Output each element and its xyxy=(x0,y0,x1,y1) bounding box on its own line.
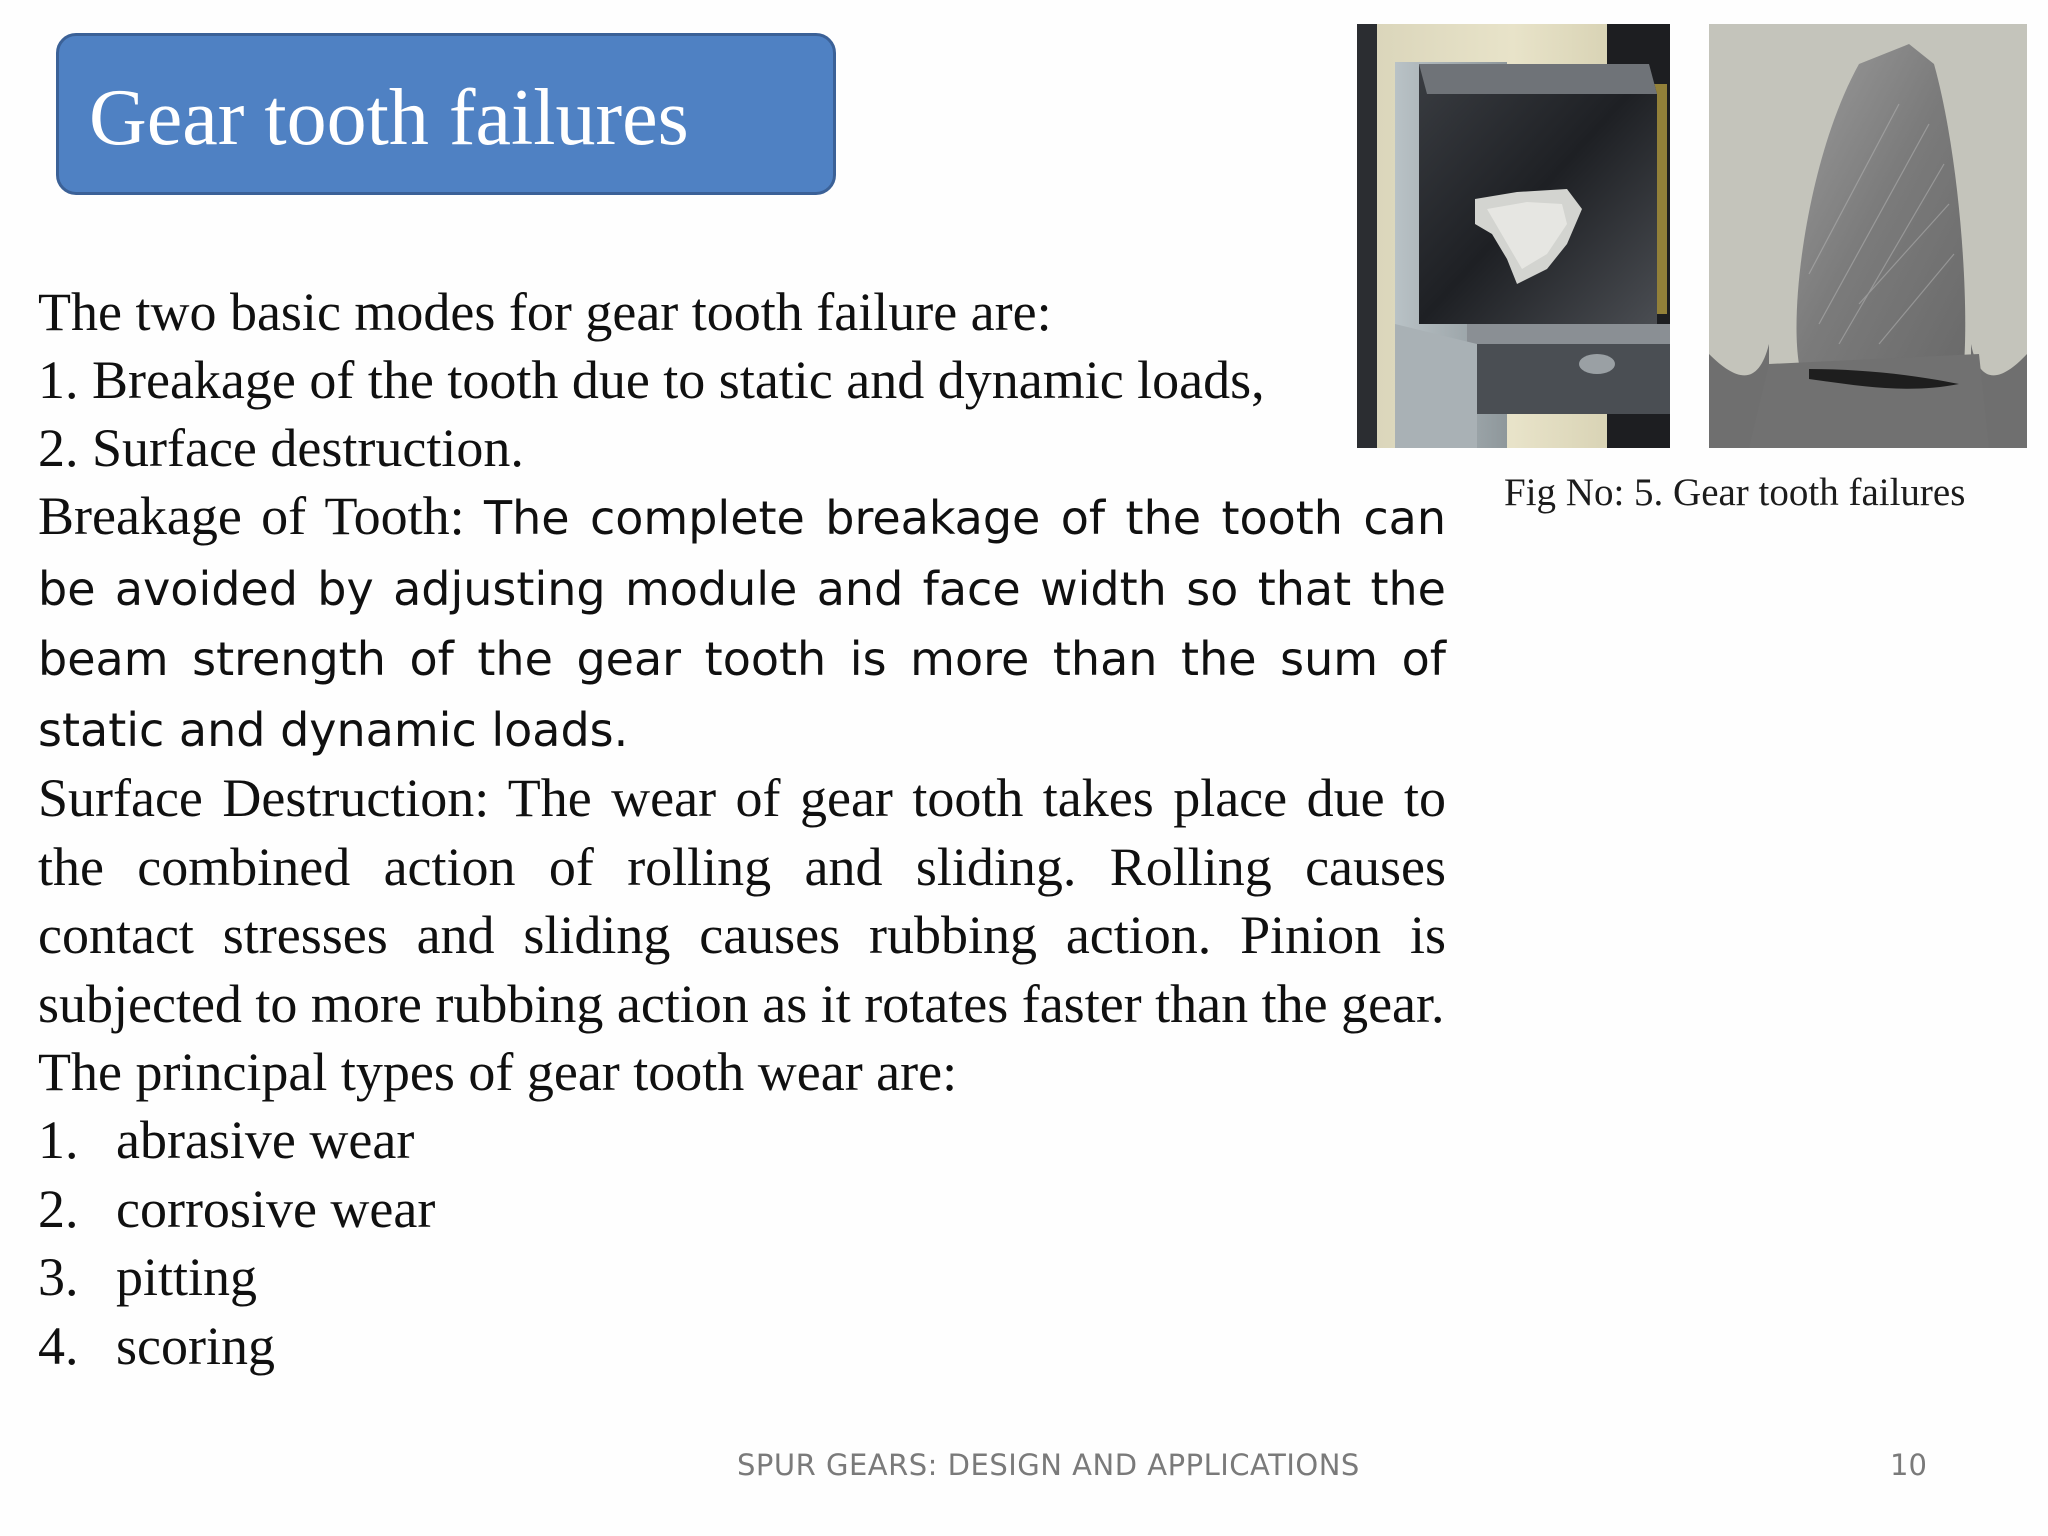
figure-caption: Fig No: 5. Gear tooth failures xyxy=(1504,471,1966,514)
mode-item: 1. Breakage of the tooth due to static and dynamic loads, xyxy=(38,350,1265,410)
breakage-heading: Breakage of Tooth: xyxy=(38,486,465,546)
slide-body xyxy=(38,278,1446,1380)
wear-list-item xyxy=(38,1243,1446,1312)
mode-item: 2. Surface destruction. xyxy=(38,418,524,478)
title-box xyxy=(56,33,836,195)
wear-intro: The principal types of gear tooth wear are: xyxy=(38,1042,958,1102)
list-number: 4. xyxy=(38,1315,79,1376)
list-label: scoring xyxy=(116,1315,275,1376)
wear-list-item xyxy=(38,1175,1446,1244)
surface-paragraph: Surface Destruction: The wear of gear tooth takes place due to the combined action of rolling and sliding. Rolling causes contact stresses and sliding causes rubbing action. Pinion is subjected to more rubbing action as it rotates faster than the gear. xyxy=(38,768,1446,1034)
intro-text: The two basic modes for gear tooth failure are: xyxy=(38,282,1052,342)
list-label: abrasive wear xyxy=(116,1110,415,1170)
worn-tooth-photo xyxy=(1709,24,2027,448)
list-number: 2. xyxy=(38,1178,79,1239)
page-number: 10 xyxy=(1890,1448,1927,1482)
slide-footer: SPUR GEARS: DESIGN AND APPLICATIONS xyxy=(737,1448,1360,1482)
wear-list-item xyxy=(38,1312,1446,1381)
list-label: pitting xyxy=(116,1247,258,1307)
list-label: corrosive wear xyxy=(116,1178,436,1239)
breakage-paragraph xyxy=(38,482,1446,764)
list-number: 1. xyxy=(38,1110,79,1170)
wear-list-item xyxy=(38,1106,1446,1175)
slide-title: Gear tooth failures xyxy=(89,74,689,162)
breakage-text: The complete breakage of the tooth can be avoided by adjusting module and face width so that the beam strength of the gear tooth is more than the sum of static and dynamic loads. xyxy=(38,491,1447,757)
list-number: 3. xyxy=(38,1247,79,1307)
